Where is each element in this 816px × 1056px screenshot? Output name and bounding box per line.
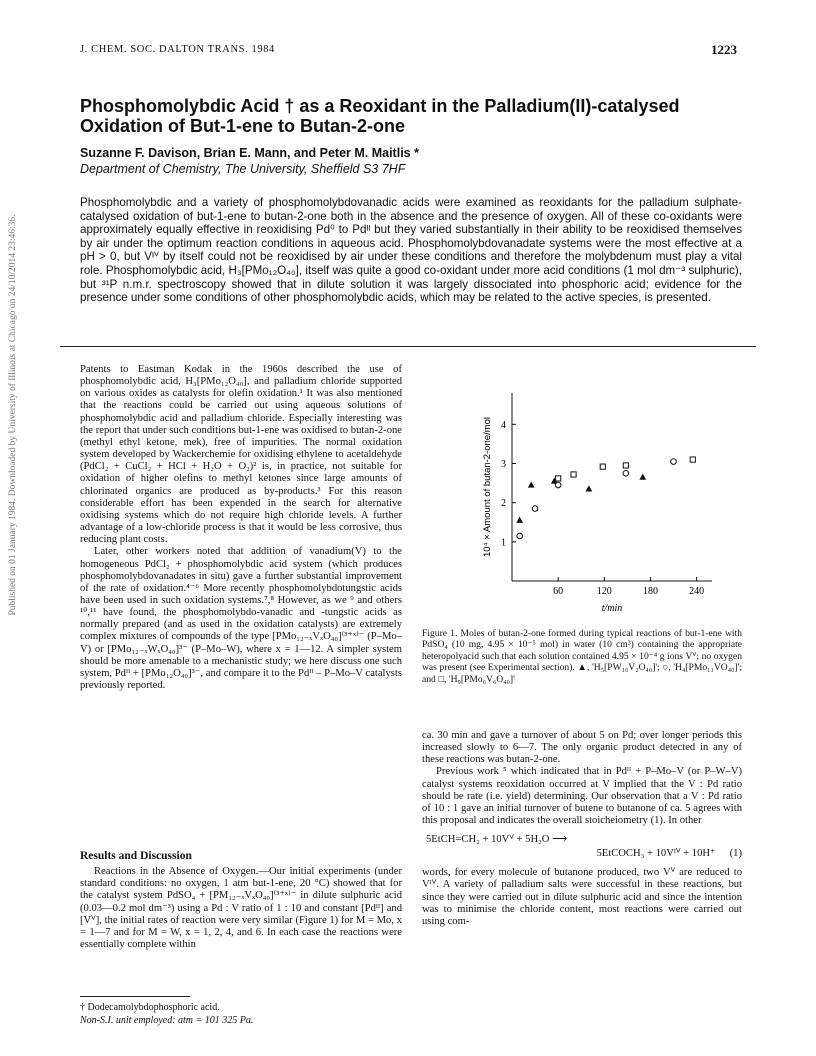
right-paragraph-2: Previous work ⁵ which indicated that in Pdᴵᴵ + P–Mo–V (or P–W–V) catalyst systems reoxidation occurred at V implied that the V : Pd ratio should be rate (i.e. yield) determining. Our observation that a V : Pd ratio of 10 : 1 gave an initial turnover of butene to butanone of ca. 5 agrees with this proposal and indicates the overall stoicheiometry (1). In other: [422, 766, 742, 827]
right-paragraph-3: words, for every molecule of butanone produced, two Vⱽ are reduced to Vᴵⱽ. A variety of palladium salts were successful in these reactions, but since they were carried out in dilute sulphuric acid and since the intention was to minimise the chloride content, most reactions were carried out using com-: [422, 867, 742, 927]
x-tick-label: 120: [596, 586, 612, 597]
triangle-point: [516, 517, 523, 523]
abstract: Phosphomolybdic and a variety of phosphomolybdovanadic acids were examined as reoxidants for the palladium sulphate-catalysed oxidation of but-1-ene to butan-2-one both in the absence and the presence of oxygen. All of these co-oxidants were approximately equally effective in reoxidising Pd⁰ to Pdᴵᴵ but they varied substantially in their ability to be reoxidised themselves by air under the optimum reaction conditions in aqueous acid. Phosphomolybdovanadate systems were the most effective at a pH > 0, but Vᴵⱽ by itself could not be reoxidised by air under these conditions and therefore the molybdenum must play a vital role. Phosphomolybdic acid, H₃[PMo₁₂O₄₀], itself was quite a good co-oxidant under more acid conditions (1 mol dm⁻³ sulphuric), but ³¹P n.m.r. spectroscopy showed that in dilute solution it was largely dissociated into phosphoric acid; evidence for the presence under some conditions of other phosphomolybdic acids, which may be related to the active species, is presented.: [80, 196, 742, 305]
circle-point: [671, 459, 677, 465]
results-paragraph: Reactions in the Absence of Oxygen.—Our initial experiments (under standard conditions: no oxygen, 1 atm but-1-ene, 20 °C) showed that for the catalyst system PdSO₄ + [PM₁₂₋ₓVₓO₄₀]⁽³⁺ˣ⁾⁻ in dilute sulphuric acid (0.03—0.2 mol dm⁻³) using a Pd : V ratio of 1 : 10 and constant [Pdᴵᴵ] and [Vⱽ], the initial rates of reaction were very similar (Figure 1) for M = Mo, x = 1—7 and for M = W, x = 1, 2, 4, and 6. In each case the reactions were essentially complete within: [80, 866, 402, 951]
square-point: [690, 457, 695, 462]
section-heading-results: Results and Discussion: [80, 850, 192, 862]
figure-caption: Figure 1. Moles of butan-2-one formed during typical reactions of but-1-ene with PdSO₄ (10 mg, 4.95 × 10⁻⁵ mol) in water (10 cm³) containing the appropriate heteropolyacid such that each solution contained 4.95 × 10⁻⁴ g ions Vⱽ; no oxygen was present (see Experimental section). ▲, 'H₅[PW₁₀V₂O₄₀]'; ○, 'H₄[PMo₁₁VO₄₀]'; and □, 'H₉[PMo₆V₆O₄₀]': [422, 628, 742, 685]
column-right: [422, 730, 742, 928]
footnotes: [80, 1002, 402, 1027]
circle-point: [532, 506, 538, 512]
equation-1: [422, 833, 742, 861]
footnote-units: Non-S.I. unit employed: atm = 101 325 Pa.: [80, 1014, 254, 1026]
square-point: [623, 463, 628, 468]
y-axis-label: 10⁴ × Amount of butan-2-one/mol: [482, 416, 493, 558]
square-point: [600, 464, 605, 469]
triangle-point: [586, 485, 593, 491]
download-watermark: [6, 150, 20, 680]
x-axis-label: t/min: [601, 603, 623, 614]
equation-lhs: 5EtCH=CH₂ + 10Vⱽ + 5H₂O ⟶: [426, 834, 568, 846]
circle-point: [555, 482, 561, 488]
author-list: Suzanne F. Davison, Brian E. Mann, and Peter M. Maitlis *: [80, 146, 419, 160]
page-number: 1223: [711, 42, 737, 57]
y-tick-label: 3: [501, 459, 506, 470]
column-left: [80, 364, 402, 692]
y-tick-label: 1: [501, 537, 506, 549]
circle-point: [623, 470, 629, 476]
intro-paragraph-2: Later, other workers noted that addition of vanadium(V) to the homogeneous PdCl₂ + phosphomolybdic acid system (which produces phosphomolybdovanadates in situ) gave a further substantial improvement of the rate of oxidation.⁴⁻⁶ More recently phosphomolybdotungstic acids have been used in such oxidation systems.⁷,⁸ However, as we ⁹ and others ¹⁰,¹¹ have found, the phosphomolybdo-vanadic and -tungstic acids as normally prepared (and as used in the oxidation catalysts) are extremely complex mixtures of compounds of the type [PMo₁₂₋ₓVₓO₄₀]⁽³⁺ˣ⁾⁻ (P–Mo–V) or [PMo₁₂₋ₓWₓO₄₀]³⁻ (P–Mo–W), where x = 1—12. A simpler system should be more amenable to a mechanistic study; we here discuss one such system, Pdᴵᴵ + [PMo₁₂O₄₀]³⁻, and compare it to the Pdᴵᴵ – P–Mo–V catalysts previously reported.: [80, 546, 402, 692]
y-tick-label: 4: [501, 419, 506, 431]
y-tick-label: 2: [501, 498, 506, 510]
triangle-point: [639, 474, 646, 480]
running-header: J. CHEM. SOC. DALTON TRANS. 1984: [80, 44, 275, 55]
download-watermark-text: Published on 01 January 1984. Downloaded by University of Illinois at Chicago on 24/10/2014 23:46:36.: [8, 214, 18, 616]
right-paragraph-1: ca. 30 min and gave a turnover of about 5 on Pd; over longer periods this increased slowly to 6—7. The only organic product detected in any of these reactions was butan-2-one.: [422, 730, 742, 766]
abstract-divider: [60, 346, 756, 347]
footnote-divider: [80, 996, 190, 997]
square-point: [571, 472, 576, 477]
x-tick-label: 240: [689, 586, 705, 597]
article-title: Phosphomolybdic Acid † as a Reoxidant in the Palladium(II)-catalysed Oxidation of But-1-ene to Butan-2-one: [80, 96, 680, 136]
triangle-point: [528, 481, 535, 487]
intro-paragraph-1: Patents to Eastman Kodak in the 1960s described the use of phosphomolybdic acid, H₃[PMo₁₂O₄₀], and palladium chloride supported on various oxides as catalysts for olefin oxidation.¹ It was also mentioned that the reactions could be carried out using aqueous solutions of phosphomolybdic acid and palladium chloride. Especially interesting was the report that under such conditions but-1-ene was oxidised to butan-2-one (methyl ethyl ketone, mek), free of impurities. The normal oxidation system developed by Wackerchemie for oxidising ethylene to acetaldehyde (PdCl₂ + CuCl₂ + HCl + H₂O + O₂)² is, in practice, not suitable for oxidation of higher olefins to methyl ketones since large amounts of chlorinated organics are produced as by-products.³ For this reason considerable effort has been expended in the search for alternative oxidising systems which do not require high chloride levels. A further advantage of a low-chloride process is that it would be less corrosive, thus reducing plant costs.: [80, 364, 402, 546]
footnote-dagger: † Dodecamolybdophosphoric acid.: [80, 1002, 220, 1013]
affiliation: Department of Chemistry, The University, Sheffield S3 7HF: [80, 162, 406, 176]
equation-rhs: 5EtCOCH₃ + 10Vᴵⱽ + 10H⁺: [596, 848, 716, 860]
x-tick-label: 180: [642, 586, 658, 597]
square-point: [556, 476, 561, 481]
results-section: [80, 850, 402, 951]
x-tick-label: 60: [553, 586, 564, 597]
circle-point: [517, 533, 523, 539]
figure-1-chart: [470, 385, 720, 625]
equation-number: (1): [729, 848, 742, 860]
